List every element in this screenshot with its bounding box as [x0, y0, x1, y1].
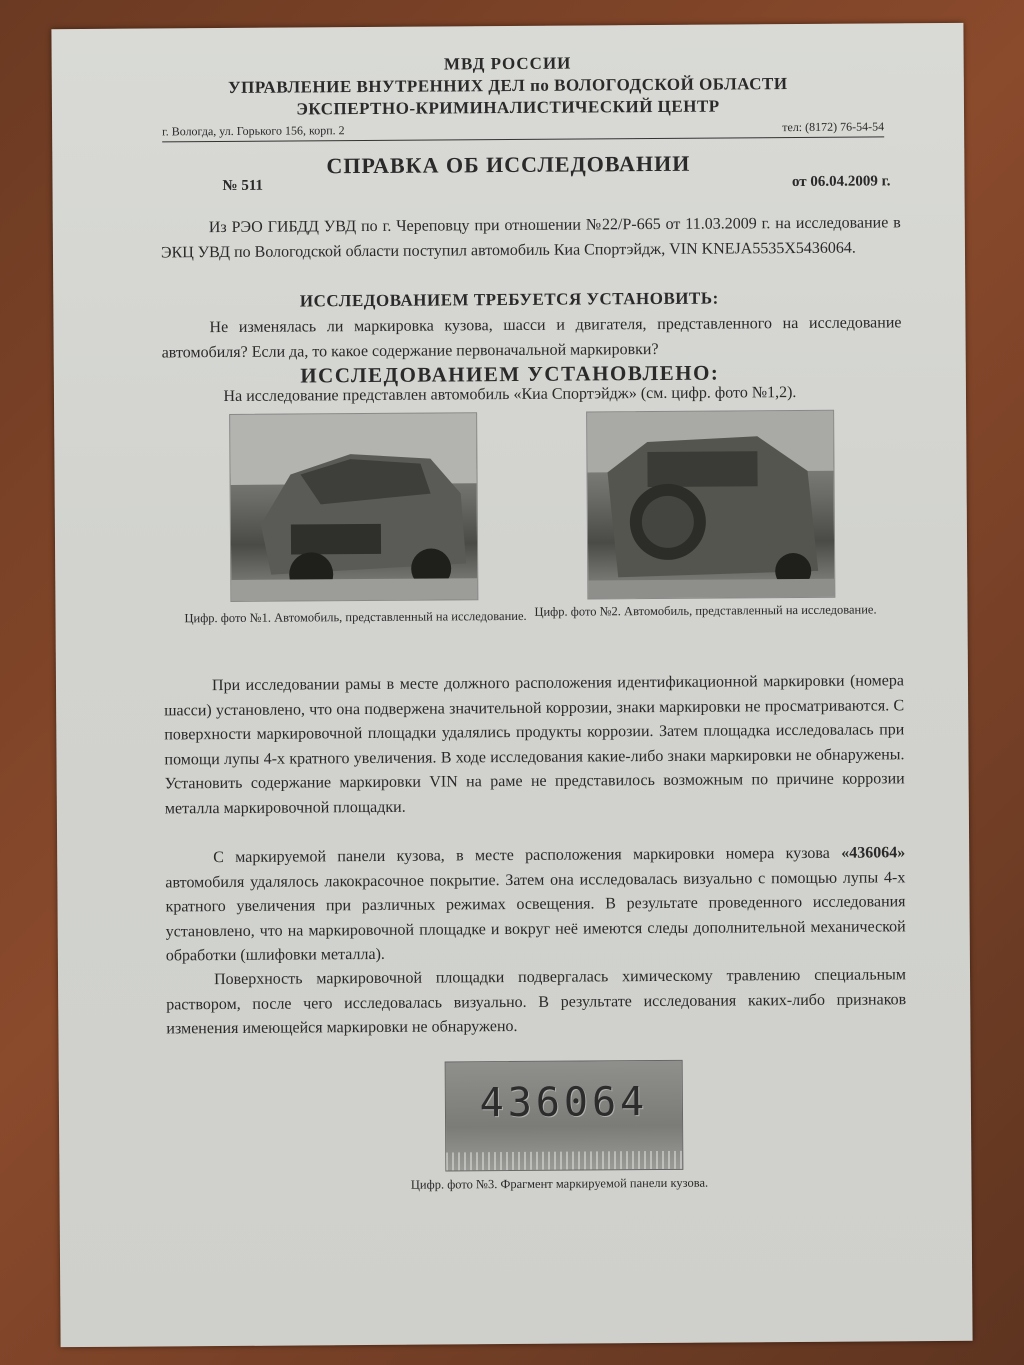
body-paragraph-1: При исследовании рамы в месте должного расположения идентификационной маркировки (номера шасси) установлено, что она подвержена значительной коррозии, знаки маркировки не просматриваются. С поверхности маркировочной площадки удалялись продукты коррозии. Затем площадка исследовалась при помощи лупы 4-х кратного увеличения. В ходе исследования какие-либо знаки маркировки не обнаружены. Установить содержание маркировки VIN на раме не представилось возможным по причине коррозии металла маркировочной площадки. — [164, 672, 905, 817]
p2-text-before: С маркируемой панели кузова, в месте расположения маркировки номера кузова — [213, 844, 842, 867]
body-paragraph-3: Поверхность маркировочной площадки подвергалась химическому травлению специальным раствором, после чего исследовалась визуально. В результате исследования каких-либо признаков изменения имеющейся маркировки не обнаружено. — [166, 966, 907, 1038]
number-date-row — [222, 173, 890, 195]
phone: тел: (8172) 76-54-54 — [782, 119, 885, 135]
header-center: ЭКСПЕРТНО-КРИМИНАЛИСТИЧЕСКИЙ ЦЕНТР — [296, 96, 720, 119]
photo1-caption: Цифр. фото №1. Автомобиль, представленный на исследование. — [184, 608, 527, 626]
marking-number: 436064 — [479, 1079, 649, 1127]
document-date: от 06.04.2009 г. — [791, 173, 891, 191]
intro-paragraph: Из РЭО ГИБДД УВД по г. Череповцу при отношении №22/Р-665 от 11.03.2009 г. на исследование в ЭКЦ УВД по Вологодской области поступил автомобиль Киа Спортэйдж, VIN KNEJA5535X5436064. — [160, 214, 901, 261]
address: г. Вологда, ул. Горького 156, корп. 2 — [162, 123, 345, 139]
body-number-bold: «436064» — [841, 844, 906, 862]
header-ministry: МВД РОССИИ — [443, 53, 572, 74]
p2-text-after: автомобиля удалялось лакокрасочное покрытие. Затем она исследовалась визуально с помощью лупы 4-х кратного увеличения при различных режимах освещения. В результате проведенного исследования установлено, что на маркировочной площадке и вокруг неё имеются следы дополнительной механической обработки (шлифовки металла). — [165, 868, 906, 965]
car-photo-rear — [586, 410, 835, 600]
body-paragraph-2 — [165, 841, 906, 969]
section1-heading: ИССЛЕДОВАНИЕМ ТРЕБУЕТСЯ УСТАНОВИТЬ: — [299, 288, 719, 311]
section2-heading: ИССЛЕДОВАНИЕМ УСТАНОВЛЕНО: — [300, 360, 720, 388]
ruler-scale — [446, 1151, 682, 1171]
marking-photo — [445, 1060, 684, 1172]
document-sheet — [51, 23, 972, 1347]
document-number: № 511 — [222, 177, 264, 195]
section1-text: Не изменялась ли маркировка кузова, шасси и двигателя, представленного на исследование автомобиля? Если да, то какое содержание первоначальной маркировки? — [161, 314, 902, 361]
section2-lead: На исследование представлен автомобиль «Киа Спортэйдж» (см. цифр. фото №1,2). — [223, 384, 797, 406]
document-title: СПРАВКА ОБ ИССЛЕДОВАНИИ — [326, 150, 691, 179]
header-department: УПРАВЛЕНИЕ ВНУТРЕННИХ ДЕЛ по ВОЛОГОДСКОЙ ОБЛАСТИ — [228, 74, 788, 97]
car-photo-front — [229, 412, 478, 602]
address-row — [162, 119, 884, 142]
photo3-caption: Цифр. фото №3. Фрагмент маркируемой панели кузова. — [410, 1175, 709, 1192]
photo2-caption: Цифр. фото №2. Автомобиль, представленный на исследование. — [534, 602, 877, 619]
